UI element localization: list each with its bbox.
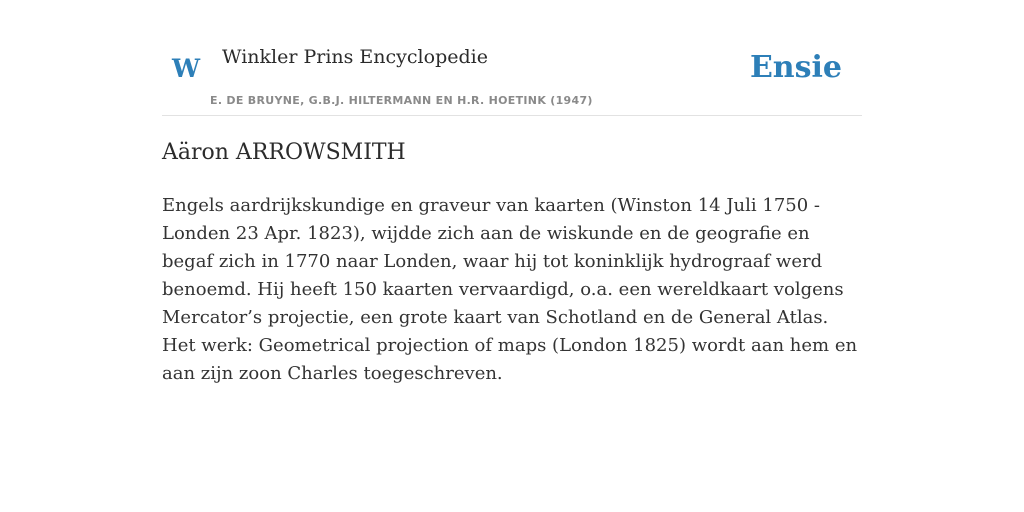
book-authors: E. DE BRUYNE, G.B.J. HILTERMANN EN H.R. HOETINK (1947) — [210, 94, 593, 107]
book-title[interactable]: Winkler Prins Encyclopedie — [222, 46, 488, 68]
winkler-prins-logo[interactable]: W — [172, 54, 201, 83]
entry-title: Aäron ARROWSMITH — [162, 140, 406, 165]
encyclopedia-header — [162, 0, 862, 116]
page — [162, 0, 862, 384]
entry-body: Engels aardrijkskundige en graveur van kaarten (Winston 14 Juli 1750 - Londen 23 Apr. 1823), wijdde zich aan de wiskunde en de geografie en begaf zich in 1770 naar Londen, waar hij tot koninklijk hydrograaf werd benoemd. Hij heeft 150 kaarten vervaardigd, o.a. een wereldkaart volgens Mercator’s projectie, een grote kaart van Schotland en de General Atlas. Het werk: Geometrical projection of maps (London 1825) wordt aan hem en aan zijn zoon Charles toegeschreven. — [162, 195, 858, 384]
ensie-logo-link[interactable]: Ensie — [749, 50, 842, 85]
